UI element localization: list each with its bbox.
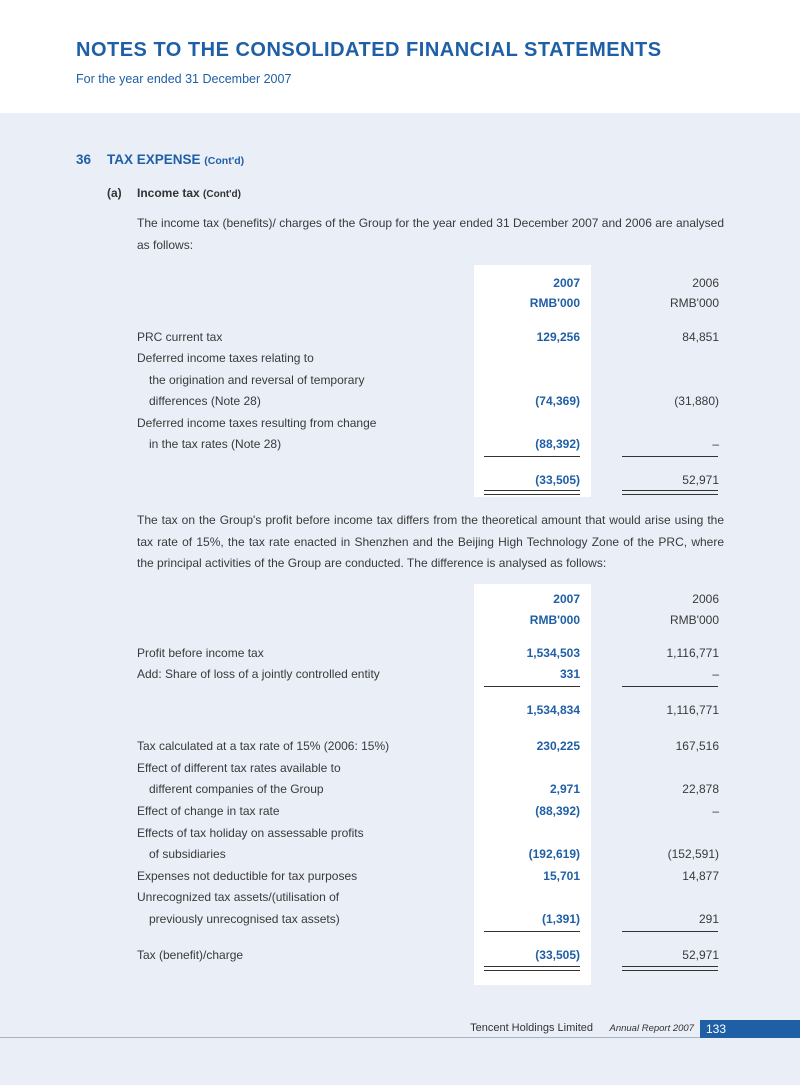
table-row-label: Deferred income taxes resulting from change: [137, 416, 377, 430]
table-total-2006: 52,971: [682, 948, 719, 962]
footer-company: Tencent Holdings Limited: [470, 1022, 593, 1034]
table-cell-2007: (88,392): [535, 437, 580, 451]
subtotal-rule: [484, 456, 580, 457]
total-double-rule: [622, 494, 718, 495]
section-number: 36: [76, 152, 92, 167]
subsection-title: Income tax: [137, 186, 200, 200]
intro-paragraph: The income tax (benefits)/ charges of the Group for the year ended 31 December 2007 and 2006 are analysed as follows:: [137, 216, 724, 252]
table-total-2007: (33,505): [535, 948, 580, 962]
table-cell-2007: 1,534,503: [526, 646, 580, 660]
table-cell-2006: 14,877: [682, 869, 719, 883]
table-total-2006: 52,971: [682, 473, 719, 487]
table-cell-2007: (74,369): [535, 394, 580, 408]
page-header: [0, 0, 800, 113]
table-cell-2006: 167,516: [675, 739, 719, 753]
page-subtitle: For the year ended 31 December 2007: [76, 72, 292, 86]
subtotal-rule: [484, 686, 580, 687]
subsection-heading: [107, 186, 241, 200]
table-cell-2006: 22,878: [682, 782, 719, 796]
table-cell-2007: 15,701: [543, 869, 580, 883]
table-cell-2006: 1,116,771: [666, 703, 719, 717]
subtotal-rule: [622, 931, 718, 932]
total-double-rule: [622, 970, 718, 971]
col-unit-2007: RMB'000: [529, 296, 580, 310]
section-title: TAX EXPENSE: [107, 152, 201, 167]
col-header-2006: 2006: [692, 276, 719, 290]
table-cell-2007: (192,619): [528, 847, 580, 861]
table-row-label: Deferred income taxes relating to: [137, 351, 314, 365]
total-double-rule: [622, 966, 718, 967]
table-cell-2006: –: [712, 667, 719, 681]
subtotal-rule: [622, 686, 718, 687]
table-row-label: different companies of the Group: [149, 782, 324, 796]
table-cell-2007: 1,534,834: [526, 703, 580, 717]
footer-rule: [0, 1037, 800, 1038]
total-double-rule: [484, 970, 580, 971]
table-row-label: Tax calculated at a tax rate of 15% (2006: 15%): [137, 739, 390, 753]
table-cell-2007: (1,391): [541, 912, 580, 926]
table-row-label: of subsidiaries: [149, 847, 226, 861]
subtotal-rule: [622, 456, 718, 457]
subsection-label: (a): [107, 186, 122, 200]
col-header-2007: 2007: [553, 276, 580, 290]
table-row-label: the origination and reversal of temporary: [149, 373, 365, 387]
table-cell-2007: 331: [559, 667, 580, 681]
page-number: 133: [700, 1020, 800, 1038]
section-heading: [76, 152, 244, 167]
table-cell-2006: 1,116,771: [666, 646, 719, 660]
table-cell-2007: 230,225: [536, 739, 580, 753]
table-cell-2007: 129,256: [536, 330, 580, 344]
col-header-2007: 2007: [553, 592, 580, 606]
table-row-label: in the tax rates (Note 28): [149, 437, 282, 451]
table-row-label: Effects of tax holiday on assessable profits: [137, 826, 364, 840]
table-cell-2006: 291: [698, 912, 719, 926]
subsection-suffix: (Cont'd): [203, 189, 241, 200]
table-row-label: differences (Note 28): [149, 394, 261, 408]
table-cell-2006: 84,851: [682, 330, 719, 344]
total-double-rule: [622, 490, 718, 491]
footer-report-name: Annual Report 2007: [609, 1023, 694, 1034]
table-cell-2006: –: [712, 804, 719, 818]
table-row-label: previously unrecognised tax assets): [149, 912, 340, 926]
subtotal-rule: [484, 931, 580, 932]
table-row-label: Effect of change in tax rate: [137, 804, 280, 818]
total-double-rule: [484, 966, 580, 967]
table-row-label: Add: Share of loss of a jointly controlled entity: [137, 667, 380, 681]
table-row-label: Effect of different tax rates available to: [137, 761, 341, 775]
col-unit-2007: RMB'000: [529, 613, 580, 627]
section-suffix: (Cont'd): [204, 155, 245, 167]
col-unit-2006: RMB'000: [670, 613, 719, 627]
table-row-label: Unrecognized tax assets/(utilisation of: [137, 890, 340, 904]
table-row-label: Tax (benefit)/charge: [137, 948, 244, 962]
table-cell-2007: (88,392): [535, 804, 580, 818]
total-double-rule: [484, 490, 580, 491]
table-total-2007: (33,505): [535, 473, 580, 487]
table-cell-2006: –: [712, 437, 719, 451]
col-header-2006: 2006: [692, 592, 719, 606]
table-row-label: Profit before income tax: [137, 646, 264, 660]
table-cell-2007: 2,971: [549, 782, 580, 796]
table-row-label: PRC current tax: [137, 330, 223, 344]
table-row-label: Expenses not deductible for tax purposes: [137, 869, 358, 883]
table-cell-2006: (31,880): [674, 394, 719, 408]
total-double-rule: [484, 494, 580, 495]
table-cell-2006: (152,591): [667, 847, 719, 861]
reconciliation-paragraph: The tax on the Group's profit before income tax differs from the theoretical amount that would arise using the tax rate of 15%, the tax rate enacted in Shenzhen and the Beijing High Technology Zone of the PRC, where the principal activities of the Group are conducted. The difference is analysed as follows:: [137, 513, 724, 570]
page-title: NOTES TO THE CONSOLIDATED FINANCIAL STATEMENTS: [76, 39, 662, 61]
col-unit-2006: RMB'000: [670, 296, 719, 310]
